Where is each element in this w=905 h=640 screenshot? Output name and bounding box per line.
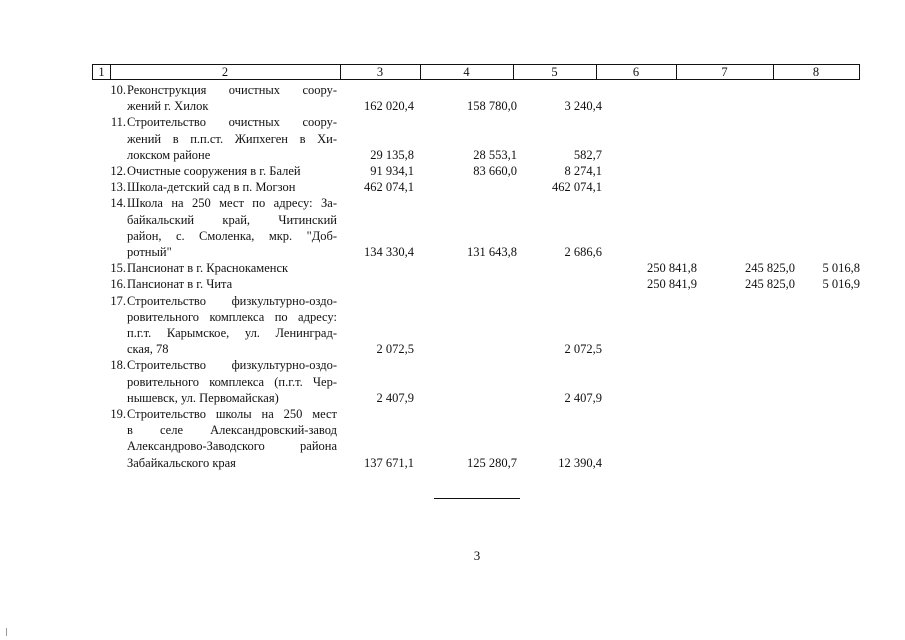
cell-col-5: 2 686,6 — [564, 244, 602, 259]
row-name-line: Школа-детский сад в п. Могзон — [127, 180, 296, 195]
row-name — [127, 114, 337, 163]
cell-col-8: 5 016,9 — [822, 277, 860, 292]
row-name — [127, 82, 337, 114]
row-number: 11. — [110, 115, 126, 130]
row-name-line: ротный" — [127, 244, 172, 259]
header-col-4: 4 — [463, 65, 470, 79]
row-name — [127, 357, 337, 406]
row-name-line: район, с. Смоленка, мкр. "Доб- — [127, 228, 337, 243]
row-name-line: локском районе — [127, 147, 211, 162]
row-name-line: жений в п.п.ст. Жипхеген в Хи- — [127, 131, 337, 146]
cell-col-3: 137 671,1 — [364, 455, 414, 470]
row-name-line: Пансионат в г. Краснокаменск — [127, 261, 289, 276]
cell-col-6: 250 841,8 — [647, 261, 697, 276]
table-row — [92, 406, 860, 471]
cell-col-3: 29 135,8 — [370, 147, 414, 162]
cell-col-4: 158 780,0 — [467, 99, 517, 114]
row-name — [127, 276, 337, 292]
table-row — [92, 276, 860, 292]
row-number: 13. — [110, 180, 126, 195]
row-name-line: Забайкальского края — [127, 455, 236, 470]
header-col-5: 5 — [551, 65, 558, 79]
header-col-1: 1 — [98, 65, 105, 79]
row-name — [127, 406, 337, 471]
row-name-line: Строительство школы на 250 мест — [127, 407, 337, 421]
row-number: 12. — [110, 164, 126, 178]
table-header — [92, 64, 860, 80]
row-name-line: Очистные сооружения в г. Балей — [127, 164, 301, 178]
row-name — [127, 195, 337, 260]
row-number: 16. — [110, 277, 126, 292]
row-number: 18. — [110, 358, 126, 373]
cell-col-5: 2 407,9 — [564, 390, 602, 405]
cell-col-3: 2 407,9 — [376, 390, 414, 405]
row-number: 14. — [110, 196, 126, 211]
cell-col-4: 83 660,0 — [473, 164, 517, 178]
cell-col-5: 2 072,5 — [564, 342, 602, 357]
row-number: 10. — [110, 83, 126, 97]
row-number: 17. — [110, 293, 126, 308]
row-name-line: нышевск, ул. Первомайская) — [127, 390, 279, 405]
row-name-line: ровительного комплекса (п.г.т. Чер- — [127, 374, 337, 389]
row-name-line: Пансионат в г. Чита — [127, 277, 233, 292]
table-row — [92, 163, 860, 179]
row-name-line: Строительство физкультурно-оздо- — [127, 293, 337, 308]
cell-col-8: 5 016,8 — [822, 261, 860, 276]
row-name-line: Александрово-Заводского района — [127, 439, 337, 454]
cell-col-7: 245 825,0 — [745, 261, 795, 276]
row-number: 19. — [110, 407, 126, 421]
row-name — [127, 260, 337, 276]
row-name-line: в селе Александровский-завод — [127, 423, 337, 438]
table-row — [92, 195, 860, 260]
header-col-8: 8 — [812, 65, 820, 79]
cell-col-3: 134 330,4 — [364, 244, 414, 259]
row-name-line: Школа на 250 мест по адресу: За- — [127, 196, 337, 211]
row-name-line: Строительство физкультурно-оздо- — [127, 358, 337, 373]
cell-col-5: 12 390,4 — [558, 455, 602, 470]
header-col-3: 3 — [376, 65, 384, 79]
header-col-7: 7 — [721, 65, 728, 79]
header-col-2: 2 — [221, 65, 229, 79]
cell-col-3: 162 020,4 — [364, 99, 414, 114]
row-name-line: Строительство очистных соору- — [127, 115, 337, 130]
row-name-line: байкальский край, Читинский — [127, 212, 337, 227]
cell-col-3: 91 934,1 — [370, 164, 414, 178]
header-col-6: 6 — [632, 65, 640, 79]
row-name-line: п.г.т. Карымское, ул. Ленинград- — [127, 325, 337, 340]
row-name-line: ская, 78 — [127, 342, 169, 357]
row-number: 15. — [110, 261, 126, 276]
row-name-line: Реконструкция очистных соору- — [127, 83, 337, 97]
row-name — [127, 179, 337, 195]
row-name — [127, 293, 337, 358]
table-row — [92, 260, 860, 276]
scan-edge-mark — [6, 628, 7, 636]
cell-col-4: 131 643,8 — [467, 244, 517, 259]
cell-col-4: 125 280,7 — [467, 455, 517, 470]
cell-col-5: 462 074,1 — [552, 180, 602, 195]
table-row — [92, 293, 860, 358]
cell-col-3: 462 074,1 — [364, 180, 414, 195]
table-row — [92, 82, 860, 114]
cell-col-6: 250 841,9 — [647, 277, 697, 292]
cell-col-7: 245 825,0 — [745, 277, 795, 292]
cell-col-5: 3 240,4 — [564, 99, 602, 114]
table-row — [92, 357, 860, 406]
cell-col-5: 8 274,1 — [564, 164, 602, 178]
row-name-line: жений г. Хилок — [127, 99, 209, 114]
row-name-line: ровительного комплекса по адресу: — [127, 309, 337, 324]
table-row — [92, 114, 860, 163]
row-name — [127, 163, 337, 179]
page-number: 3 — [473, 548, 481, 563]
cell-col-3: 2 072,5 — [376, 342, 414, 357]
cell-col-4: 28 553,1 — [473, 147, 517, 162]
table-row — [92, 179, 860, 195]
cell-col-5: 582,7 — [573, 147, 602, 162]
end-rule — [434, 498, 520, 499]
